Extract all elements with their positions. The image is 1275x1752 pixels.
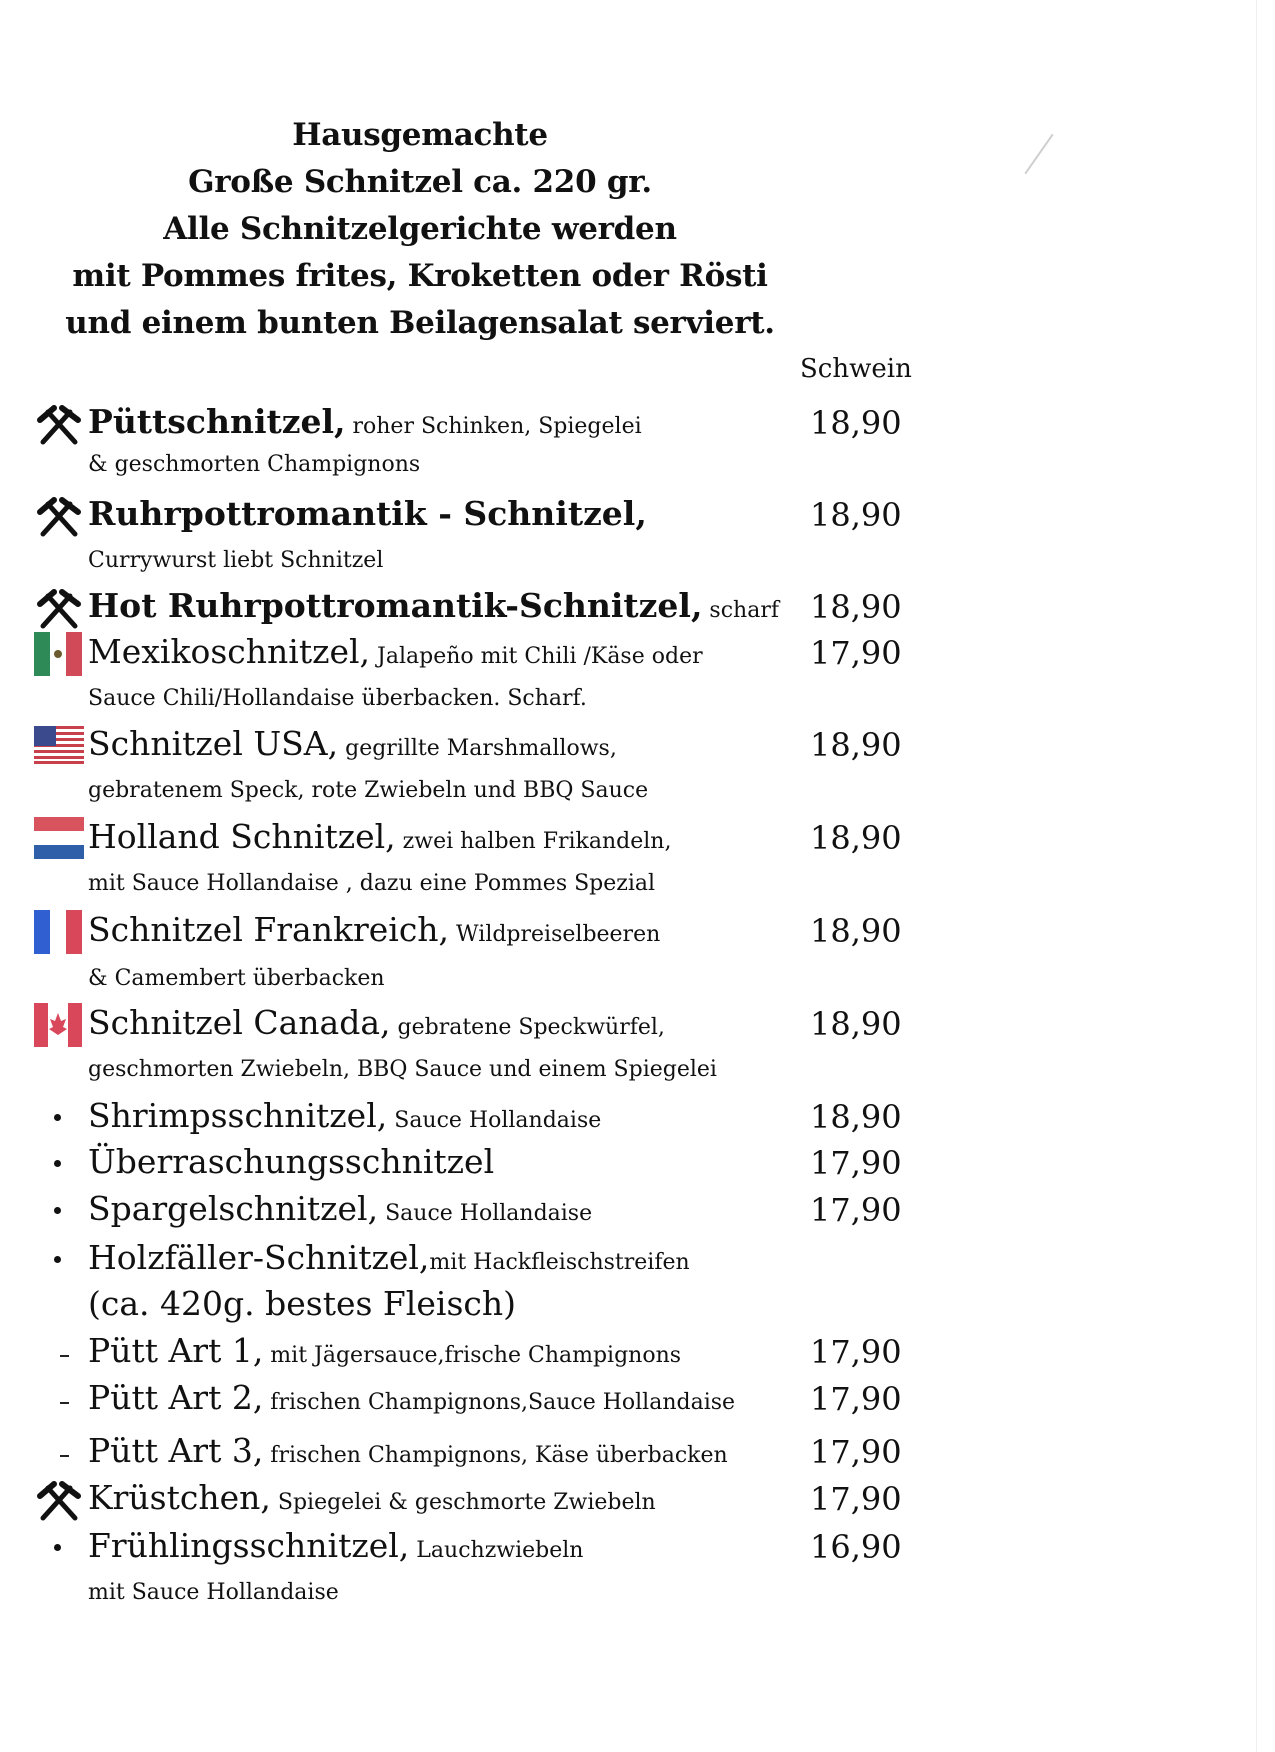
item-name: Mexikoschnitzel, [88,632,371,671]
dash-marker [60,1455,69,1457]
dash-marker [60,1402,69,1404]
item-subline: (ca. 420g. bestes Fleisch) [88,1284,516,1323]
item-name: Pütt Art 2, [88,1378,264,1417]
dash-marker [60,1355,69,1357]
item-description: gegrillte Marshmallows, [338,736,617,761]
item-subline: gebratenem Speck, rote Zwiebeln und BBQ Sauce [88,778,649,803]
hammer-pick-icon [34,1478,84,1522]
menu-item [0,1096,1275,1136]
item-price: 18,90 [810,588,902,626]
item-subline: mit Sauce Hollandaise [88,1580,339,1605]
item-subline: Currywurst liebt Schnitzel [88,548,384,573]
menu-item [0,817,1275,896]
menu-item [0,1189,1275,1229]
menu-item [0,1431,1275,1471]
item-name: Ruhrpottromantik - Schnitzel, [88,494,647,533]
price-column-header: Schwein [800,354,912,384]
item-price: 17,90 [810,1433,902,1471]
item-name: Überraschungsschnitzel [88,1142,495,1181]
item-price: 17,90 [810,1144,902,1182]
item-price: 16,90 [810,1528,902,1566]
item-name: Pütt Art 1, [88,1331,264,1370]
header-line: Alle Schnitzelgerichte werden [163,211,677,247]
bullet-marker [54,1160,61,1167]
item-description: Sauce Hollandaise [387,1108,602,1133]
menu-item [0,402,1275,477]
bullet-marker [54,1114,61,1121]
item-price: 17,90 [810,1380,902,1418]
item-description: gebratene Speckwürfel, [390,1015,665,1040]
item-description: roher Schinken, Spiegelei [345,414,642,439]
header-line: Hausgemachte [292,117,548,153]
item-name: Holland Schnitzel, [88,817,396,856]
item-description: Wildpreiselbeeren [449,922,661,947]
item-description: scharf [702,598,779,623]
item-description: Lauchzwiebeln [409,1538,584,1563]
item-name: Pütt Art 3, [88,1431,264,1470]
item-description: zwei halben Frikandeln, [395,829,672,854]
item-subline: & geschmorten Champignons [88,452,421,477]
menu-item [0,1378,1275,1418]
bullet-marker [54,1544,61,1551]
item-price: 17,90 [810,1191,902,1229]
item-name: Shrimpsschnitzel, [88,1096,388,1135]
item-price: 17,90 [810,634,902,672]
item-name: Frühlingsschnitzel, [88,1526,410,1565]
header-line: mit Pommes frites, Kroketten oder Rösti [72,258,768,294]
item-price: 18,90 [810,726,902,764]
bullet-marker [54,1256,61,1263]
item-price: 18,90 [810,1005,902,1043]
hammer-pick-icon [34,402,84,446]
menu-header [40,112,800,347]
item-price: 17,90 [810,1333,902,1371]
netherlands-flag-icon [34,817,84,861]
item-name: Schnitzel USA, [88,724,339,763]
item-name: Holzfäller-Schnitzel, [88,1238,430,1277]
item-price: 17,90 [810,1480,902,1518]
menu-item [0,1003,1275,1082]
usa-flag-icon [34,724,84,768]
item-description: mit Hackfleischstreifen [429,1250,690,1275]
item-description: Spiegelei & geschmorte Zwiebeln [270,1490,656,1515]
item-price: 18,90 [810,912,902,950]
menu-item [0,910,1275,991]
item-name: Schnitzel Frankreich, [88,910,450,949]
hammer-pick-icon [34,494,84,538]
menu-item [0,1142,1275,1182]
paper-mark [1024,134,1053,174]
item-description: mit Jägersauce,frische Champignons [263,1343,682,1368]
menu-item [0,1526,1275,1605]
bullet-marker [54,1207,61,1214]
france-flag-icon [34,910,84,954]
menu-item [0,1478,1275,1518]
item-description: frischen Champignons, Käse überbacken [263,1443,728,1468]
item-description: frischen Champignons,Sauce Hollandaise [263,1390,736,1415]
item-subline: Sauce Chili/Hollandaise überbacken. Scharf. [88,686,587,711]
item-name: Krüstchen, [88,1478,271,1517]
item-price: 18,90 [810,1098,902,1136]
item-name: Hot Ruhrpottromantik-Schnitzel, [88,586,703,625]
item-price: 18,90 [810,404,902,442]
mexico-flag-icon [34,632,84,676]
menu-item [0,494,1275,573]
item-description: Sauce Hollandaise [378,1201,593,1226]
header-line: und einem bunten Beilagensalat serviert. [65,305,775,341]
item-subline: geschmorten Zwiebeln, BBQ Sauce und einem Spiegelei [88,1057,717,1082]
menu-item [0,586,1275,626]
hammer-pick-icon [34,586,84,630]
item-name: Spargelschnitzel, [88,1189,379,1228]
header-line: Große Schnitzel ca. 220 gr. [188,164,652,200]
menu-item [0,724,1275,803]
item-name: Schnitzel Canada, [88,1003,391,1042]
item-description: Jalapeño mit Chili /Käse oder [370,644,703,669]
item-name: Püttschnitzel, [88,402,346,441]
menu-item [0,632,1275,711]
item-price: 18,90 [810,496,902,534]
menu-item [0,1331,1275,1371]
item-price: 18,90 [810,819,902,857]
item-subline: & Camembert überbacken [88,966,385,991]
menu-item [0,1238,1275,1323]
canada-flag-icon [34,1003,84,1047]
item-subline: mit Sauce Hollandaise , dazu eine Pommes Spezial [88,871,656,896]
